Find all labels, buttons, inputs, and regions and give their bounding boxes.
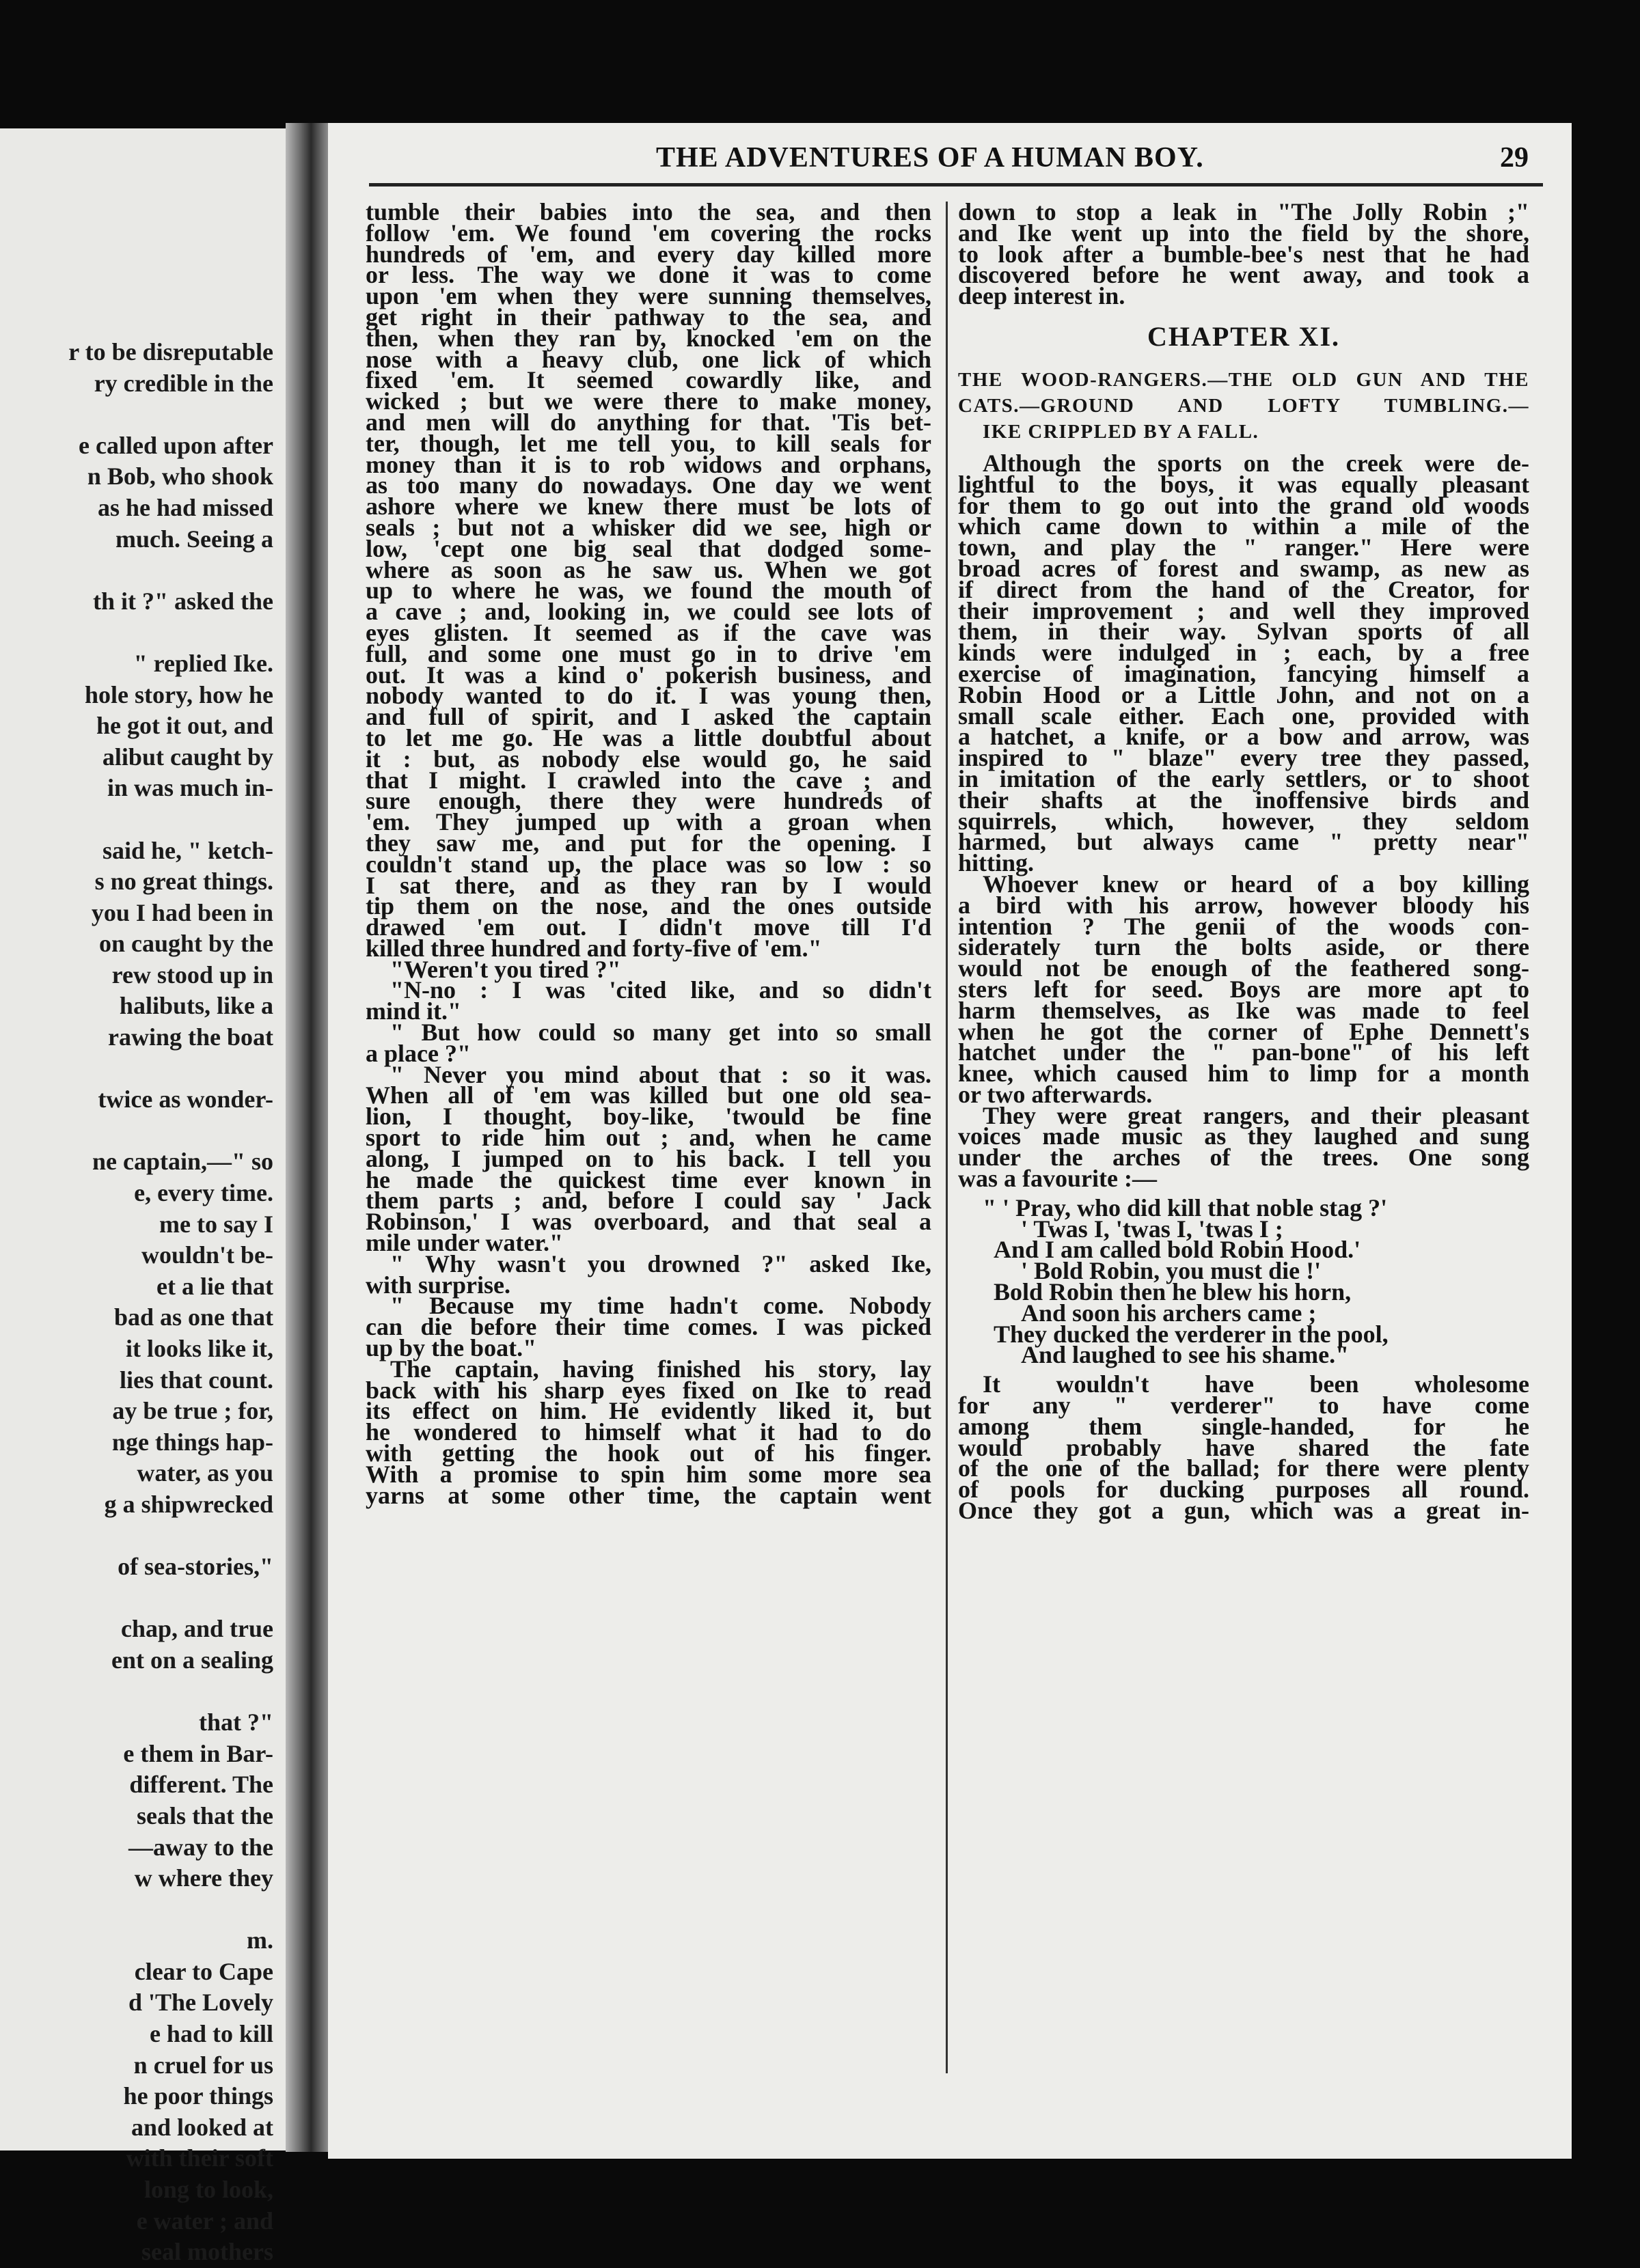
left-page-line: m. xyxy=(247,1926,273,1954)
text-line: It wouldn't have been wholesome xyxy=(983,1370,1529,1398)
left-page-line: on caught by the xyxy=(98,930,273,958)
text-line: " Why wasn't you drowned ?" asked Ike, xyxy=(390,1249,931,1277)
text-line: yarns at some other time, the captain went xyxy=(366,1481,931,1509)
text-line: which came down to within a mile of the xyxy=(958,512,1529,540)
text-line: inspired to " blaze" every tree they passed, xyxy=(958,744,1529,772)
text-line: get right in their pathway to the sea, and xyxy=(366,303,931,331)
page-number: 29 xyxy=(1500,142,1529,174)
text-line: knee, which caused him to limp for a month xyxy=(958,1060,1529,1088)
left-page-line: e them in Bar- xyxy=(123,1739,273,1767)
verse-line: " ' Pray, who did kill that noble stag ?' xyxy=(983,1193,1388,1221)
text-line: he wondered to himself what it had to do xyxy=(366,1418,931,1446)
text-line: a cave ; and, looking in, we could see lots of xyxy=(366,598,931,626)
left-page-line: lies that count. xyxy=(120,1366,273,1394)
text-line: harmed, but always came " pretty near" xyxy=(958,828,1529,856)
left-page-line: water, as you xyxy=(137,1459,273,1487)
left-page-line: s no great things. xyxy=(94,868,273,896)
left-page-line: in was much in- xyxy=(107,774,273,802)
text-line: couldn't stand up, the place was so low : so xyxy=(366,850,931,878)
text-line: along, I jumped on to his back. I tell you xyxy=(366,1144,931,1172)
text-line: "N-no : I was 'cited like, and so didn't xyxy=(390,976,931,1004)
text-line: when he got the corner of Ephe Dennett's xyxy=(958,1017,1529,1045)
left-page-line: wouldn't be- xyxy=(141,1241,273,1269)
text-line: THE WOOD-RANGERS.—THE OLD GUN AND THE xyxy=(958,368,1529,391)
text-line: broad acres of forest and swamp, as new as xyxy=(958,554,1529,582)
text-line: The captain, having finished his story, lay xyxy=(390,1355,931,1383)
left-page-line: long to look, xyxy=(144,2176,273,2204)
text-line: their shafts at the inoffensive birds and xyxy=(958,786,1529,814)
text-line: Robin Hood or a Little John, and not on a xyxy=(958,680,1529,708)
text-line: they saw me, and put for the opening. I xyxy=(366,829,931,857)
left-page-line: e had to kill xyxy=(149,2020,273,2048)
left-page-line: ay be true ; for, xyxy=(112,1397,273,1425)
text-column-left xyxy=(366,198,931,1509)
left-page-line: much. Seeing a xyxy=(115,525,273,553)
text-line: " Never you mind about that : so it was. xyxy=(390,1060,931,1088)
left-page-line: e water ; and xyxy=(136,2207,273,2235)
text-line: up by the boat." xyxy=(366,1334,537,1362)
text-line: or two afterwards. xyxy=(958,1080,1153,1108)
left-page-line: hole story, how he xyxy=(84,680,273,708)
text-line: tumble their babies into the sea, and then xyxy=(366,198,931,225)
text-line: harm themselves, as Ike was made to feel xyxy=(958,996,1529,1024)
text-line: if direct from the hand of the Creator, for xyxy=(958,575,1529,603)
text-line: would probably have shared the fate xyxy=(958,1433,1529,1461)
left-page-text-fragments xyxy=(0,337,273,2268)
text-line: "Weren't you tired ?" xyxy=(390,955,621,983)
text-line: was a favourite :— xyxy=(958,1165,1157,1193)
left-page-line: halibuts, like a xyxy=(119,992,273,1020)
text-line: kinds were indulged in ; each, by a free xyxy=(958,639,1529,667)
ballad-verse xyxy=(958,1193,1529,1369)
text-line: out. It was a kind o' pokerish business, and xyxy=(366,661,931,689)
text-line: When all of 'em was killed but one old sea- xyxy=(366,1081,931,1109)
left-page-line: rew stood up in xyxy=(111,960,273,988)
text-line: squirrels, which, however, they seldom xyxy=(958,807,1529,835)
text-line: hatchet under the " pan-bone" of his left xyxy=(958,1038,1529,1066)
text-line: mind it." xyxy=(366,997,462,1025)
left-page-line: of sea-stories," xyxy=(118,1553,273,1581)
text-line: " But how could so many get into so small xyxy=(390,1019,931,1047)
verse-line: And soon his archers came ; xyxy=(1021,1299,1317,1327)
header-rule xyxy=(369,183,1543,186)
paragraph-continuation xyxy=(958,198,1529,310)
text-line: its effect on him. He evidently liked it, but xyxy=(366,1397,931,1425)
left-page-line: seals that the xyxy=(137,1801,273,1829)
left-page-line: you I had been in xyxy=(91,898,273,926)
text-line: for any " verderer" to have come xyxy=(958,1392,1529,1420)
left-page-line: with their soft xyxy=(126,2144,273,2172)
left-page-line: seal mothers xyxy=(141,2238,273,2266)
text-line: to let me go. He was a little doubtful about xyxy=(366,723,931,751)
text-line: With a promise to spin him some more sea xyxy=(366,1460,931,1488)
verse-line: Bold Robin then he blew his horn, xyxy=(994,1278,1352,1306)
text-line: discovered before he went away, and took a xyxy=(958,261,1529,289)
left-page-line: e, every time. xyxy=(134,1179,273,1207)
text-line: can die before their time comes. I was picked xyxy=(366,1313,931,1341)
left-page-line: ry credible in the xyxy=(94,369,273,397)
text-line: ashore where we knew there must be lots of xyxy=(366,493,931,521)
left-page-line: me to say I xyxy=(159,1210,273,1238)
text-line: down to stop a leak in "The Jolly Robin ;" xyxy=(958,198,1529,225)
text-line: 'em. They jumped up with a groan when xyxy=(366,808,931,836)
text-line: mile under water." xyxy=(366,1229,563,1257)
text-line: upon 'em when they were sunning themselves, xyxy=(366,282,931,310)
text-line: Robinson,' I was overboard, and that seal a xyxy=(366,1208,931,1236)
text-line: CATS.—GROUND AND LOFTY TUMBLING.— xyxy=(958,394,1529,417)
left-page-line: alibut caught by xyxy=(102,743,273,771)
chapter-summary xyxy=(958,367,1529,445)
text-line: small scale either. Each one, provided with xyxy=(958,702,1529,730)
column-divider xyxy=(946,202,948,2073)
verse-line: And I am called bold Robin Hood.' xyxy=(994,1236,1361,1264)
text-line: under the arches of the trees. One song xyxy=(958,1144,1529,1172)
text-line: would not be enough of the feathered song- xyxy=(958,954,1529,982)
text-line: that I might. I crawled into the cave ; and xyxy=(366,766,931,794)
verse-line: ' Bold Robin, you must die !' xyxy=(1021,1257,1322,1285)
text-line: Whoever knew or heard of a boy killing xyxy=(983,870,1529,898)
left-page-line: g a shipwrecked xyxy=(104,1490,273,1518)
text-line: nobody wanted to do it. I was young then, xyxy=(366,682,931,710)
chapter-body-end xyxy=(958,1370,1529,1525)
left-page-line: different. The xyxy=(129,1771,273,1799)
text-line: or less. The way we done it was to come xyxy=(366,261,931,289)
left-page-line: ne captain,—" so xyxy=(92,1148,273,1176)
text-line: them parts ; and, before I could say ' Jack xyxy=(366,1187,931,1215)
left-page-line: chap, and true xyxy=(120,1615,273,1643)
text-line: Although the sports on the creek were de- xyxy=(983,449,1529,477)
text-line: up to where he was, we found the mouth of xyxy=(366,577,931,605)
text-line: it : but, as nobody else would go, he said xyxy=(366,745,931,773)
verse-line: They ducked the verderer in the pool, xyxy=(994,1320,1389,1348)
text-line: back with his sharp eyes fixed on Ike to read xyxy=(366,1376,931,1404)
text-line: exercise of imagination, fancying himself a xyxy=(958,659,1529,687)
text-line: in imitation of the early settlers, or to shoot xyxy=(958,764,1529,792)
text-line: lightful to the boys, it was equally pleasant xyxy=(958,470,1529,498)
text-line: of the one of the ballad; for there were plenty xyxy=(958,1454,1529,1482)
text-line: and full of spirit, and I asked the captain xyxy=(366,703,931,731)
text-line: follow 'em. We found 'em covering the rocks xyxy=(366,219,931,247)
book-gutter xyxy=(286,123,328,2152)
left-page-line: nge things hap- xyxy=(111,1428,273,1456)
text-line: fixed 'em. It seemed cowardly like, and xyxy=(366,366,931,394)
left-page-line: bad as one that xyxy=(113,1303,273,1331)
left-page-line: clear to Cape xyxy=(134,1957,273,1985)
text-line: nose with a heavy club, one lick of which xyxy=(366,345,931,373)
text-line: killed three hundred and forty-five of 'em." xyxy=(366,934,822,962)
text-line: among them single-handed, for he xyxy=(958,1412,1529,1440)
left-page-line: as he had missed xyxy=(97,493,273,521)
left-page-line: e called upon after xyxy=(79,431,273,459)
text-line: he made the quickest time ever known in xyxy=(366,1165,931,1193)
text-line: intention ? The genii of the woods con- xyxy=(958,912,1529,940)
text-line: a hatchet, a knife, or a bow and arrow, was xyxy=(958,723,1529,751)
text-line: hitting. xyxy=(958,849,1035,877)
text-line: a place ?" xyxy=(366,1039,471,1067)
text-line: and men will do anything for that. 'Tis bet- xyxy=(366,408,931,436)
text-line: money than it is to rob widows and orphans, xyxy=(366,450,931,478)
text-line: tip them on the nose, and the ones outside xyxy=(366,892,931,920)
running-title: THE ADVENTURES OF A HUMAN BOY. xyxy=(656,142,1204,174)
left-page-line: ent on a sealing xyxy=(111,1646,273,1674)
text-line: IKE CRIPPLED BY A FALL. xyxy=(983,420,1259,443)
text-line: drawed 'em out. I didn't move till I'd xyxy=(366,913,931,941)
text-line: sure enough, there they were hundreds of xyxy=(366,787,931,815)
text-line: deep interest in. xyxy=(958,282,1125,310)
left-page-line: et a lie that xyxy=(156,1272,273,1300)
text-line: low, 'cept one big seal that dodged some- xyxy=(366,534,931,562)
text-line: " Because my time hadn't come. Nobody xyxy=(390,1292,931,1320)
text-line: siderately turn the bolts aside, or there xyxy=(958,933,1529,961)
text-line: town, and play the " ranger." Here were xyxy=(958,534,1529,562)
left-page-line: it looks like it, xyxy=(125,1335,273,1362)
text-line: Once they got a gun, which was a great in- xyxy=(958,1497,1529,1525)
left-page-line: twice as wonder- xyxy=(98,1085,273,1114)
text-line: wicked ; but we were there to make money, xyxy=(366,387,931,415)
left-page-line: n cruel for us xyxy=(133,2051,273,2079)
text-line: with getting the hook out of his finger. xyxy=(366,1439,931,1467)
text-line: them, in their way. Sylvan sports of all xyxy=(958,618,1529,646)
left-page-line: rawing the boat xyxy=(108,1023,273,1051)
text-column-right xyxy=(958,198,1529,1525)
text-line: and Ike went up into the field by the shore, xyxy=(958,219,1529,247)
left-page-line: " replied Ike. xyxy=(133,649,273,677)
left-page-line: he got it out, and xyxy=(96,712,273,740)
text-line: as too many do nowadays. One day we went xyxy=(366,471,931,499)
left-page-line: n Bob, who shook xyxy=(87,462,273,490)
text-line: of pools for ducking purposes all round. xyxy=(958,1476,1529,1504)
text-line: to look after a bumble-bee's nest that he had xyxy=(958,240,1529,268)
chapter-title: CHAPTER XI. xyxy=(1147,320,1341,352)
text-line: then, when they ran by, knocked 'em on the xyxy=(366,324,931,352)
chapter-body xyxy=(958,449,1529,1193)
text-line: voices made music as they laughed and sung xyxy=(958,1122,1529,1150)
text-line: a bird with his arrow, however bloody his xyxy=(958,891,1529,919)
left-page-line: w where they xyxy=(134,1864,273,1892)
text-line: sport to ride him out ; and, when he came xyxy=(366,1124,931,1152)
left-page-line: —away to the xyxy=(128,1833,273,1861)
text-line: eyes glisten. It seemed as if the cave was xyxy=(366,618,931,646)
text-line: seals ; but not a whisker did we see, high or xyxy=(366,513,931,541)
text-line: for them to go out into the grand old woods xyxy=(958,491,1529,519)
left-page-line: said he, " ketch- xyxy=(102,836,273,864)
text-line: sters left for seed. Boys are more apt to xyxy=(958,975,1529,1003)
verse-line: And laughed to see his shame." xyxy=(1021,1341,1350,1369)
text-line: their improvement ; and well they improved xyxy=(958,596,1529,624)
left-page-line: d 'The Lovely xyxy=(128,1989,273,2017)
text-line: full, and some one must go in to drive 'em xyxy=(366,639,931,667)
text-line: ter, though, let me tell you, to kill seals for xyxy=(366,429,931,457)
left-page-line: that ?" xyxy=(199,1709,273,1737)
left-page-line: and looked at xyxy=(131,2113,273,2141)
text-line: with surprise. xyxy=(366,1271,511,1299)
left-page-line: th it ?" asked the xyxy=(92,587,273,615)
text-line: where as soon as he saw us. When we got xyxy=(366,555,931,583)
text-line: lion, I thought, boy-like, 'twould be fine xyxy=(366,1103,931,1131)
text-line: I sat there, and as they ran by I would xyxy=(366,871,931,899)
left-page-line: he poor things xyxy=(123,2082,273,2110)
text-line: They were great rangers, and their pleasant xyxy=(983,1101,1529,1129)
verse-line: ' Twas I, 'twas I, 'twas I ; xyxy=(1021,1215,1283,1243)
left-page-edge xyxy=(0,128,286,2266)
text-line: hundreds of 'em, and every day killed more xyxy=(366,240,931,268)
left-page-line: r to be disreputable xyxy=(68,338,273,365)
